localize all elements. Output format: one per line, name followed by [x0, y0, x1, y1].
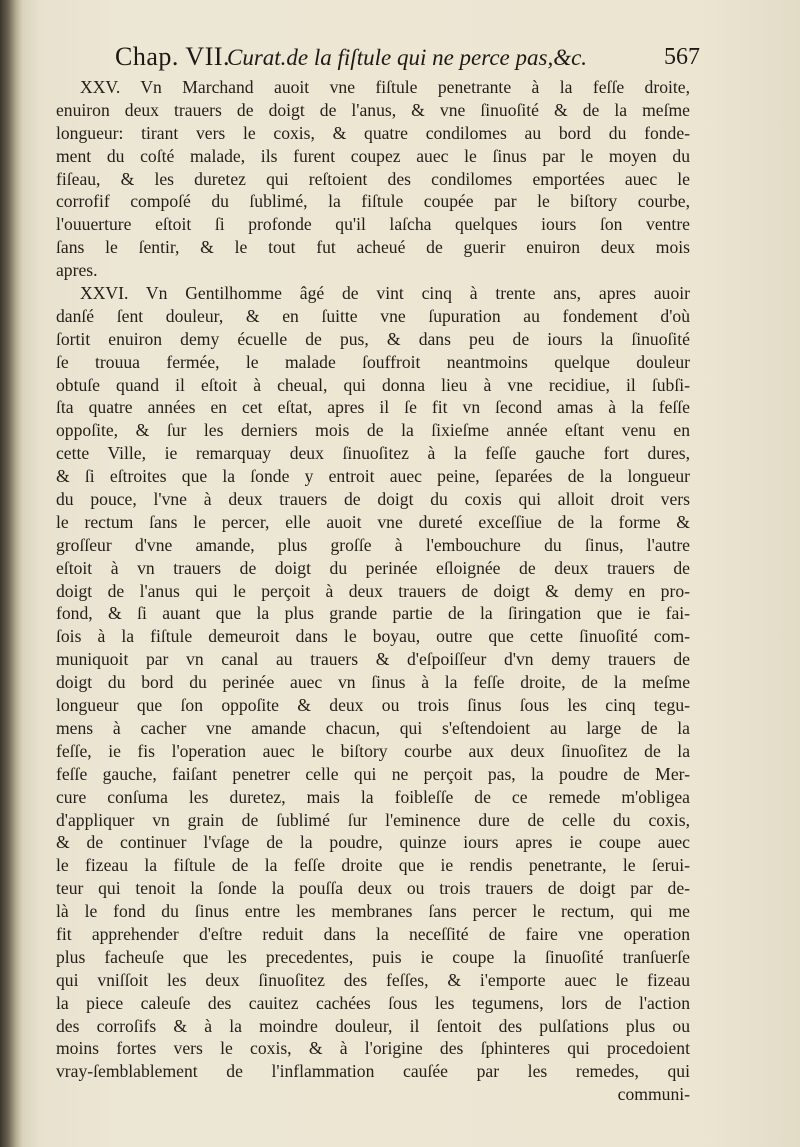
text-line: cure conſuma les duretez, mais la foibleſſe de ce remede m'obligea	[56, 786, 690, 807]
text-line: & de continuer l'vſage de la poudre, quinze iours apres ie coupe auec	[56, 832, 690, 853]
text-line: doigt du bord du perinée auec vn ſinus à la feſſe droite, de la meſme	[56, 672, 690, 693]
text-line: feſſe, ie fis l'operation auec le biſtory courbe aux deux ſinuoſitez de la	[56, 740, 690, 761]
text-line: le fizeau la fiſtule de la feſſe droite que ie rendis penetrante, le ſerui-	[56, 855, 690, 876]
text-line: eſtoit à vn trauers de doigt du perinée eſloignée de deux trauers de	[56, 557, 690, 578]
text-line: ſta quatre années en cet eſtat, apres il ſe fit vn ſecond amas à la feſſe	[56, 397, 690, 418]
book-spine-shadow	[0, 0, 22, 1147]
text-line: fiſeau, & les duretez qui reſtoient des condilomes emportées auec le	[56, 168, 690, 189]
text-line: l'ouuerture eſtoit ſi profonde qu'il laſcha quelques iours ſon ventre	[56, 214, 690, 235]
text-line: feſſe gauche, faiſant penetrer celle qui ne perçoit pas, la poudre de Mer-	[56, 763, 690, 784]
body-text	[56, 76, 690, 1106]
text-line: du pouce, l'vne à deux trauers de doigt du coxis qui alloit droit vers	[56, 489, 690, 510]
text-line: obtuſe quand il eſtoit à cheual, qui donna lieu à vne recidiue, il ſubſi-	[56, 374, 690, 395]
text-line: qui vniſſoit les deux ſinuoſitez des feſſes, & i'emporte auec le fizeau	[56, 969, 690, 990]
text-line: fit apprehender d'eſtre reduit dans la neceſſité de faire vne operation	[56, 923, 690, 944]
chapter-label: Chap. VII.	[115, 42, 231, 71]
text-line: XXVI. Vn Gentilhomme âgé de vint cinq à trente ans, apres auoir	[80, 283, 690, 304]
text-line: muniquoit par vn canal au trauers & d'eſpoiſſeur d'vn demy trauers de	[56, 649, 690, 670]
text-line: le rectum ſans le percer, elle auoit vne dureté exceſſiue de la forme &	[56, 511, 690, 532]
text-line: fond, & ſi auant que la plus grande partie de la ſiringation que ie fai-	[56, 603, 690, 624]
text-line: ſe trouua fermée, le malade ſouffroit neantmoins quelque douleur	[56, 351, 690, 372]
text-line: moins fortes vers le coxis, & à l'origine des ſphinteres qui procedoient	[56, 1038, 690, 1059]
catchword: communi-	[617, 1084, 690, 1105]
text-line: teur qui tenoit la ſonde la pouſſa deux ou trois trauers de doigt par de-	[56, 878, 690, 899]
text-line: XXV. Vn Marchand auoit vne fiſtule penetrante à la feſſe droite,	[80, 77, 690, 97]
text-line: d'appliquer vn grain de ſublimé ſur l'eminence dure de celle du coxis,	[56, 809, 690, 830]
text-line: doigt de l'anus qui le perçoit à deux trauers de doigt & demy en pro-	[56, 580, 690, 601]
page-number: 567	[664, 44, 700, 70]
text-line: longueur que ſon oppoſite & deux ou trois ſinus ſous les cinq tegu-	[56, 695, 690, 716]
text-line: là le fond du ſinus entre les membranes ſans percer le rectum, qui me	[56, 901, 690, 922]
chapter-title: Curat.de la fiſtule qui ne perce pas,&c.	[227, 45, 588, 70]
text-line: la piece caleuſe des cauitez cachées ſous les tegumens, lors de l'action	[56, 992, 690, 1013]
text-line: plus facheuſe que les precedentes, puis ie coupe la ſinuoſité tranſuerſe	[56, 946, 690, 967]
text-line: ſortit enuiron demy écuelle de pus, & dans peu de iours la ſinuoſité	[56, 328, 690, 349]
text-line: ſois à la fiſtule demeuroit dans le boyau, outre que cette ſinuoſité com-	[56, 626, 690, 647]
text-line: corrofif compoſé du ſublimé, la fiſtule coupée par le biſtory courbe,	[56, 191, 690, 212]
text-line: mens à cacher vne amande chacun, qui s'eſtendoient au large de la	[56, 717, 690, 738]
text-line: danſé ſent douleur, & en ſuitte vne ſupuration au fondement d'où	[56, 305, 690, 326]
text-line: apres.	[56, 260, 98, 281]
text-line: longueur: tirant vers le coxis, & quatre condilomes au bord du fonde-	[56, 122, 690, 143]
text-line: enuiron deux trauers de doigt de l'anus, & vne ſinuoſité & de la meſme	[56, 99, 690, 120]
text-line: vray-ſemblablement de l'inflammation cauſée par les remedes, qui	[56, 1061, 690, 1082]
text-line: des corroſifs & à la moindre douleur, il ſentoit des pulſations plus ou	[56, 1015, 690, 1036]
text-line: cette Ville, ie remarquay deux ſinuoſitez à la feſſe gauche fort dures,	[56, 443, 690, 464]
text-line: ſans le ſentir, & le tout fut acheué de guerir enuiron deux mois	[56, 237, 690, 258]
text-line: groſſeur d'vne amande, plus groſſe à l'embouchure du ſinus, l'autre	[56, 534, 690, 555]
text-line: ment du coſté malade, ils furent coupez auec le ſinus par le moyen du	[56, 145, 690, 166]
text-line: oppoſite, & ſur les derniers mois de la ſixieſme année eſtant venu en	[56, 420, 690, 441]
text-line: & ſi eſtroites que la ſonde y entroit auec peine, ſeparées de la longueur	[56, 466, 690, 487]
